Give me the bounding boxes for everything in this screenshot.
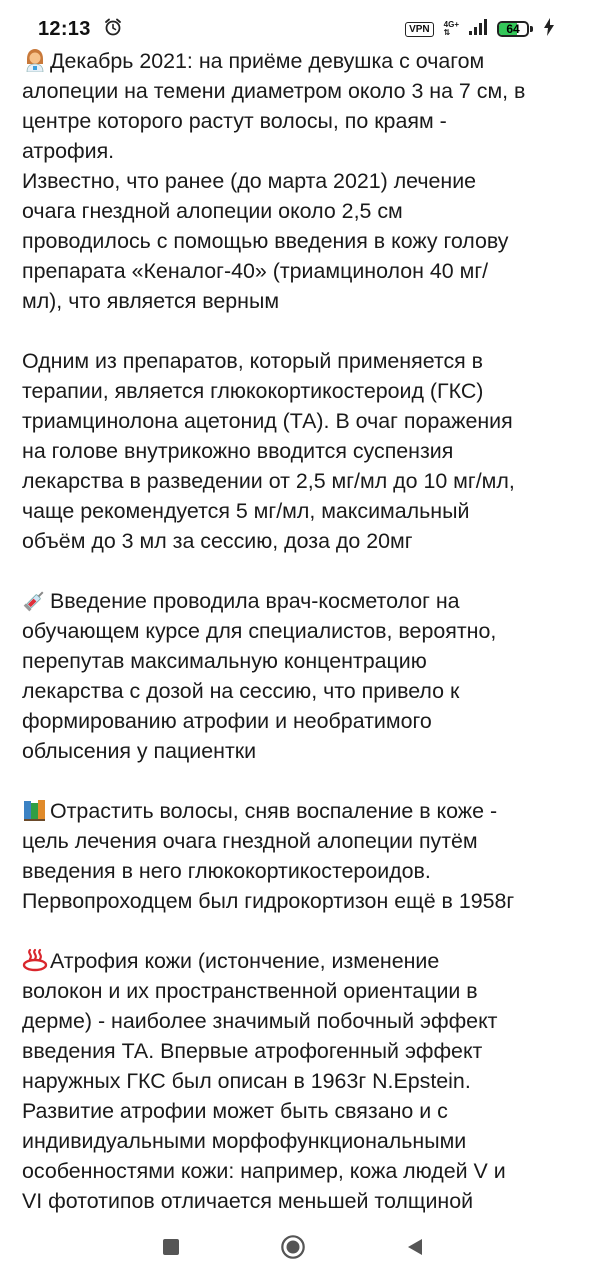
paragraph-line (22, 46, 572, 76)
paragraph-line (22, 736, 572, 766)
line-text: цель лечения очага гнездной алопеции путём (22, 829, 478, 853)
paragraph-line (22, 436, 572, 466)
paragraph-line (22, 526, 572, 556)
back-button[interactable] (402, 1234, 428, 1260)
paragraph-line (22, 226, 572, 256)
paragraph-line (22, 706, 572, 736)
home-button[interactable] (280, 1234, 306, 1260)
square-icon (160, 1236, 182, 1258)
charging-bolt-icon (543, 18, 555, 41)
paragraph-line (22, 1096, 572, 1126)
paragraph-line (22, 406, 572, 436)
battery-nub (530, 26, 533, 32)
hot-springs-icon (22, 948, 48, 972)
line-text: Декабрь 2021: на приёме девушка с очагом (50, 49, 485, 73)
paragraph-line (22, 1156, 572, 1186)
line-text: наружных ГКС был описан в 1963г N.Epstein. (22, 1069, 471, 1093)
line-text: особенностями кожи: например, кожа людей V и (22, 1159, 506, 1183)
line-text: введения в него глюкокортикостероидов. (22, 859, 431, 883)
line-text: дерме) - наиболее значимый побочный эффект (22, 1009, 498, 1033)
battery-percent: 64 (506, 22, 520, 36)
article-paragraph (22, 586, 572, 766)
paragraph-line (22, 826, 572, 856)
books-icon (22, 798, 48, 822)
paragraph-line (22, 1036, 572, 1066)
paragraph-line (22, 886, 572, 916)
line-text: очага гнездной алопеции около 2,5 см (22, 199, 403, 223)
line-text: облысения у пациентки (22, 739, 257, 763)
line-text: перепутав максимальную концентрацию (22, 649, 427, 673)
paragraph-line (22, 76, 572, 106)
article-content (22, 46, 572, 1214)
network-type-label (444, 21, 459, 37)
line-text: VI фототипов отличается меньшей толщиной (22, 1189, 474, 1213)
alarm-clock-icon (103, 17, 123, 42)
line-text: введения ТА. Впервые атрофогенный эффект (22, 1039, 483, 1063)
status-left (38, 17, 123, 42)
paragraph-line (22, 616, 572, 646)
paragraph-line (22, 106, 572, 136)
triangle-back-icon (404, 1236, 426, 1258)
paragraph-line (22, 346, 572, 376)
battery-indicator (497, 21, 533, 37)
data-arrows-icon: ⇅ (443, 28, 451, 37)
line-text: формированию атрофии и необратимого (22, 709, 432, 733)
line-text: Атрофия кожи (истончение, изменение (50, 949, 440, 973)
line-text: атрофия. (22, 139, 115, 163)
line-text: мл), что является верным (22, 289, 280, 313)
paragraph-line (22, 796, 572, 826)
paragraph-line (22, 946, 572, 976)
syringe-icon (22, 588, 48, 612)
line-text: индивидуальными морфофункциональными (22, 1129, 467, 1153)
paragraph-line (22, 646, 572, 676)
article-paragraph (22, 46, 572, 316)
article-paragraph (22, 346, 572, 556)
line-text: чаще рекомендуется 5 мг/мл, максимальный (22, 499, 470, 523)
line-text: Развитие атрофии может быть связано и с (22, 1099, 448, 1123)
paragraph-line (22, 286, 572, 316)
line-text: триамцинолона ацетонид (ТА). В очаг поражения (22, 409, 513, 433)
line-text: проводилось с помощью введения в кожу голову (22, 229, 509, 253)
article-paragraph (22, 946, 572, 1214)
paragraph-line (22, 136, 572, 166)
paragraph-line (22, 1066, 572, 1096)
paragraph-line (22, 976, 572, 1006)
paragraph-line (22, 1126, 572, 1156)
line-text: лекарства в разведении от 2,5 мг/мл до 10 мг/мл, (22, 469, 515, 493)
line-text: Одним из препаратов, который применяется в (22, 349, 484, 373)
paragraph-line (22, 166, 572, 196)
vpn-badge: VPN (405, 22, 434, 37)
woman-health-worker-icon (22, 48, 48, 72)
paragraph-line (22, 586, 572, 616)
recents-button[interactable] (158, 1234, 184, 1260)
line-text: терапии, является глюкокортикостероид (ГКС) (22, 379, 484, 403)
paragraph-line (22, 256, 572, 286)
clock-time: 12:13 (38, 17, 91, 40)
paragraph-line (22, 1006, 572, 1036)
status-right (405, 18, 555, 41)
paragraph-line (22, 1186, 572, 1214)
line-text: Известно, что ранее (до марта 2021) лечение (22, 169, 477, 193)
line-text: Введение проводила врач-косметолог на (50, 589, 460, 613)
paragraph-line (22, 856, 572, 886)
line-text: препарата «Кеналог-40» (триамцинолон 40 мг/ (22, 259, 489, 283)
article-paragraph (22, 796, 572, 916)
paragraph-line (22, 466, 572, 496)
paragraph-line (22, 376, 572, 406)
line-text: лекарства с дозой на сессию, что привело к (22, 679, 460, 703)
line-text: алопеции на темени диаметром около 3 на 7 см, в (22, 79, 526, 103)
paragraph-line (22, 676, 572, 706)
line-text: на голове внутрикожно вводится суспензия (22, 439, 454, 463)
line-text: Первопроходцем был гидрокортизон ещё в 1958г (22, 889, 515, 913)
line-text: объём до 3 мл за сессию, доза до 20мг (22, 529, 413, 553)
line-text: обучающем курсе для специалистов, вероятно, (22, 619, 497, 643)
network-type-text: 4G+ (443, 20, 459, 29)
circle-home-icon (280, 1233, 306, 1261)
paragraph-line (22, 496, 572, 526)
signal-strength-icon (469, 19, 487, 40)
line-text: волокон и их пространственной ориентации в (22, 979, 478, 1003)
line-text: центре которого растут волосы, по краям - (22, 109, 447, 133)
navigation-bar (0, 1214, 591, 1280)
battery-body (497, 21, 529, 37)
line-text: Отрастить волосы, сняв воспаление в коже - (50, 799, 498, 823)
paragraph-line (22, 196, 572, 226)
